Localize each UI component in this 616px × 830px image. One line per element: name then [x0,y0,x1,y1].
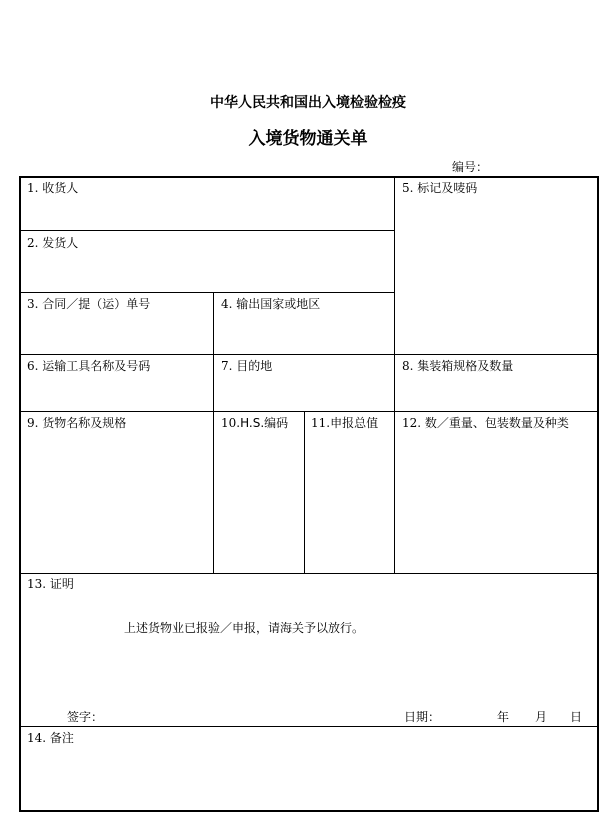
rule-below-certification [20,726,598,727]
field-label: 合同／提（运）单号 [42,297,151,311]
rule-below-row3 [20,354,598,355]
field-quantity-packing [402,416,569,430]
field-label: 货物名称及规格 [42,416,127,430]
field-export-country [221,297,320,311]
date-label: 日期： [404,710,441,724]
field-number: 10. [221,416,241,430]
field-label: 集装箱规格及数量 [417,359,514,373]
rule-col-main [394,177,395,574]
field-consignee [27,181,78,195]
field-transport [27,359,150,373]
field-container [402,359,513,373]
field-marks [402,181,477,195]
table-border-left [19,176,21,812]
release-statement: 上述货物业已报验／申报，请海关予以放行。 [124,621,365,635]
field-label: 证明 [49,577,74,591]
field-label: 目的地 [236,359,273,373]
field-hs-code [221,416,288,430]
field-destination [221,359,272,373]
field-number: 11. [311,416,331,430]
field-number: 2. [27,236,39,250]
serial-number-label: 编号： [452,160,489,174]
field-number: 7. [221,359,233,373]
field-remarks [27,731,74,745]
field-number: 4. [221,297,233,311]
field-label: 收货人 [42,181,79,195]
table-border-bottom [19,810,599,812]
rule-col-mid [213,292,214,574]
field-label: 申报总值 [330,416,379,430]
form-title: 入境货物通关单 [248,129,368,149]
field-number: 6. [27,359,39,373]
rule-col-hs [304,411,305,574]
field-label: 运输工具名称及号码 [42,359,151,373]
field-certification [27,577,74,591]
field-label: 发货人 [42,236,79,250]
field-number: 9. [27,416,39,430]
field-number: 13. [27,577,47,591]
table-border-right [597,176,599,812]
field-consignor [27,236,78,250]
field-goods-description [27,416,126,430]
field-label: 备注 [49,731,74,745]
field-number: 3. [27,297,39,311]
field-contract-bl-no [27,297,150,311]
agency-title: 中华人民共和国出入境检验检疫 [210,95,406,111]
date-year: 年 [497,710,510,724]
rule-below-goods [20,573,598,574]
field-declared-value [311,416,378,430]
field-label: 数／重量、包装数量及种类 [424,416,569,430]
rule-below-consignee [20,230,394,231]
field-number: 1. [27,181,39,195]
field-number: 8. [402,359,414,373]
rule-below-row4 [20,411,598,412]
field-number: 14. [27,731,47,745]
signature-label: 签字： [67,710,104,724]
field-label: 输出国家或地区 [236,297,321,311]
table-border-top [19,176,599,178]
field-label: 标记及唛码 [417,181,478,195]
date-day: 日 [570,710,583,724]
rule-below-consignor [20,292,394,293]
field-number: 12. [402,416,422,430]
field-number: 5. [402,181,414,195]
field-label: H.S.编码 [240,416,289,430]
date-month: 月 [535,710,548,724]
